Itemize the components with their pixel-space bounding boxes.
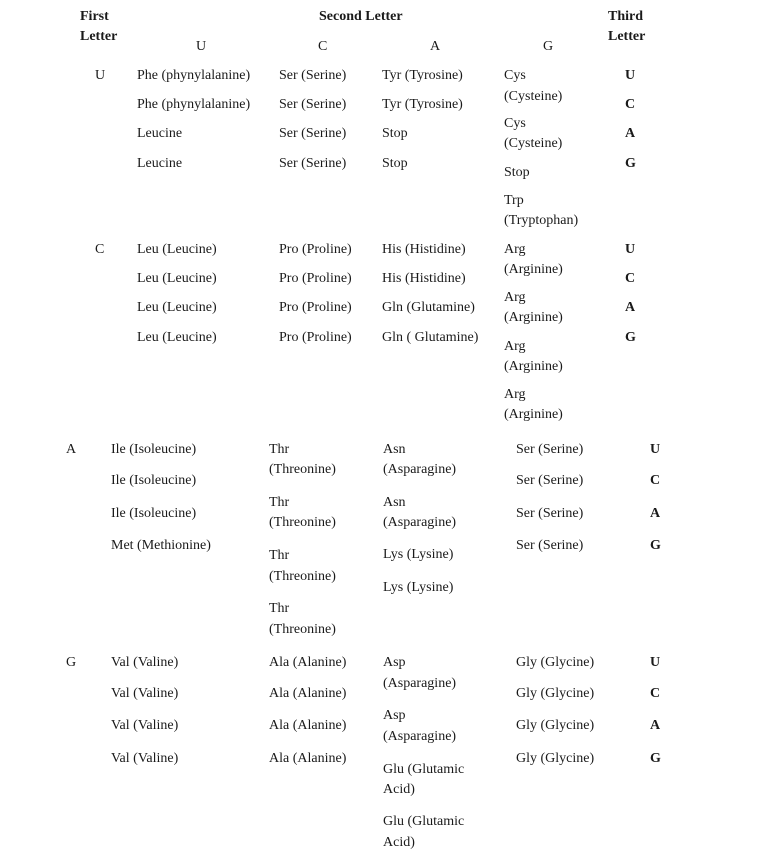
cell-gu-3: Val (Valine) [111,718,179,733]
third-c-u: U [625,242,636,257]
cell-cg-4b: (Arginine) [504,407,563,422]
third-u-a: A [625,126,636,141]
cell-uu-1: Phe (phynylalanine) [137,68,251,83]
cell-ac-4b: (Threonine) [269,622,336,637]
cell-cu-2: Leu (Leucine) [137,271,217,286]
cell-ga-1a: Asp [383,655,406,670]
cell-ca-1: His (Histidine) [382,242,466,257]
cell-uc-3: Ser (Serine) [279,126,347,141]
cell-ug-2b: (Cysteine) [504,136,563,151]
cell-gu-4: Val (Valine) [111,751,179,766]
third-letter-header: Third Letter [608,9,646,44]
second-col-c: C [318,39,328,54]
cell-ug-4a: Trp [504,193,524,208]
cell-cc-4: Pro (Proline) [279,330,352,345]
third-u-u: U [625,68,636,83]
third-g-g: G [650,751,661,766]
cell-ca-2: His (Histidine) [382,271,466,286]
cell-ag-2: Ser (Serine) [516,473,584,488]
cell-ua-1: Tyr (Tyrosine) [382,68,463,83]
cell-gc-1: Ala (Alanine) [269,655,347,670]
cell-gu-1: Val (Valine) [111,655,179,670]
cell-ug-1b: (Cysteine) [504,89,563,104]
cell-uu-4: Leucine [137,156,183,171]
cell-aa-1b: (Asparagine) [383,462,457,477]
cell-ac-1b: (Threonine) [269,462,336,477]
cell-cg-4a: Arg [504,387,526,402]
cell-cg-1a: Arg [504,242,526,257]
cell-ga-2b: (Asparagine) [383,729,457,744]
cell-aa-2b: (Asparagine) [383,515,457,530]
cell-cg-2b: (Arginine) [504,310,563,325]
cell-cu-3: Leu (Leucine) [137,300,217,315]
third-u-g: G [625,156,636,171]
cell-cc-2: Pro (Proline) [279,271,352,286]
cell-cc-1: Pro (Proline) [279,242,352,257]
third-c-c: C [625,271,636,286]
cell-gu-2: Val (Valine) [111,686,179,701]
cell-cu-4: Leu (Leucine) [137,330,217,345]
cell-ua-3: Stop [382,126,408,141]
first-letter-header: First Letter [80,9,118,44]
cell-uc-2: Ser (Serine) [279,97,347,112]
cell-aa-4: Lys (Lysine) [383,580,454,595]
cell-ag-4: Ser (Serine) [516,538,584,553]
cell-ac-1a: Thr [269,442,290,457]
cell-aa-3: Lys (Lysine) [383,547,454,562]
cell-cg-3b: (Arginine) [504,359,563,374]
cell-uu-2: Phe (phynylalanine) [137,97,251,112]
cell-cu-1: Leu (Leucine) [137,242,217,257]
cell-ca-4: Gln ( Glutamine) [382,330,479,345]
third-a-c: C [650,473,661,488]
cell-uu-3: Leucine [137,126,183,141]
cell-au-2: Ile (Isoleucine) [111,473,197,488]
cell-cg-3a: Arg [504,339,526,354]
cell-aa-1a: Asn [383,442,406,457]
first-letter-g: G [66,655,77,670]
cell-cc-3: Pro (Proline) [279,300,352,315]
cell-ac-3b: (Threonine) [269,569,336,584]
third-c-a: A [625,300,636,315]
cell-ac-4a: Thr [269,601,290,616]
cell-gg-4: Gly (Glycine) [516,751,595,766]
third-a-u: U [650,442,661,457]
second-col-u: U [196,39,207,54]
third-u-c: C [625,97,636,112]
cell-gc-4: Ala (Alanine) [269,751,347,766]
cell-ag-1: Ser (Serine) [516,442,584,457]
cell-gg-2: Gly (Glycine) [516,686,595,701]
first-letter-c: C [95,242,105,257]
cell-ug-1a: Cys [504,68,526,83]
cell-ga-3b: Acid) [383,782,415,797]
third-a-g: G [650,538,661,553]
cell-ug-4b: (Tryptophan) [504,213,579,228]
cell-ac-2a: Thr [269,495,290,510]
cell-uc-1: Ser (Serine) [279,68,347,83]
cell-gc-3: Ala (Alanine) [269,718,347,733]
cell-ug-3: Stop [504,165,530,180]
cell-ac-3a: Thr [269,548,290,563]
first-letter-a: A [66,442,77,457]
cell-gc-2: Ala (Alanine) [269,686,347,701]
cell-uc-4: Ser (Serine) [279,156,347,171]
cell-ug-2a: Cys [504,116,526,131]
cell-au-1: Ile (Isoleucine) [111,442,197,457]
third-a-a: A [650,506,661,521]
cell-ga-1b: (Asparagine) [383,676,457,691]
cell-au-3: Ile (Isoleucine) [111,506,197,521]
third-c-g: G [625,330,636,345]
cell-ac-2b: (Threonine) [269,515,336,530]
second-letter-header: Second Letter [319,9,403,24]
third-g-c: C [650,686,661,701]
second-col-g: G [543,39,554,54]
cell-ua-4: Stop [382,156,408,171]
third-g-u: U [650,655,661,670]
cell-ag-3: Ser (Serine) [516,506,584,521]
cell-au-4: Met (Methionine) [111,538,211,553]
cell-ca-3: Gln (Glutamine) [382,300,475,315]
cell-aa-2a: Asn [383,495,406,510]
second-col-a: A [430,39,441,54]
first-letter-u: U [95,68,106,83]
third-g-a: A [650,718,661,733]
cell-cg-2a: Arg [504,290,526,305]
cell-gg-1: Gly (Glycine) [516,655,595,670]
cell-gg-3: Gly (Glycine) [516,718,595,733]
cell-ga-4b: Acid) [383,835,415,850]
cell-ga-4a: Glu (Glutamic [383,814,465,829]
cell-ua-2: Tyr (Tyrosine) [382,97,463,112]
cell-ga-3a: Glu (Glutamic [383,762,465,777]
cell-cg-1b: (Arginine) [504,262,563,277]
cell-ga-2a: Asp [383,708,406,723]
